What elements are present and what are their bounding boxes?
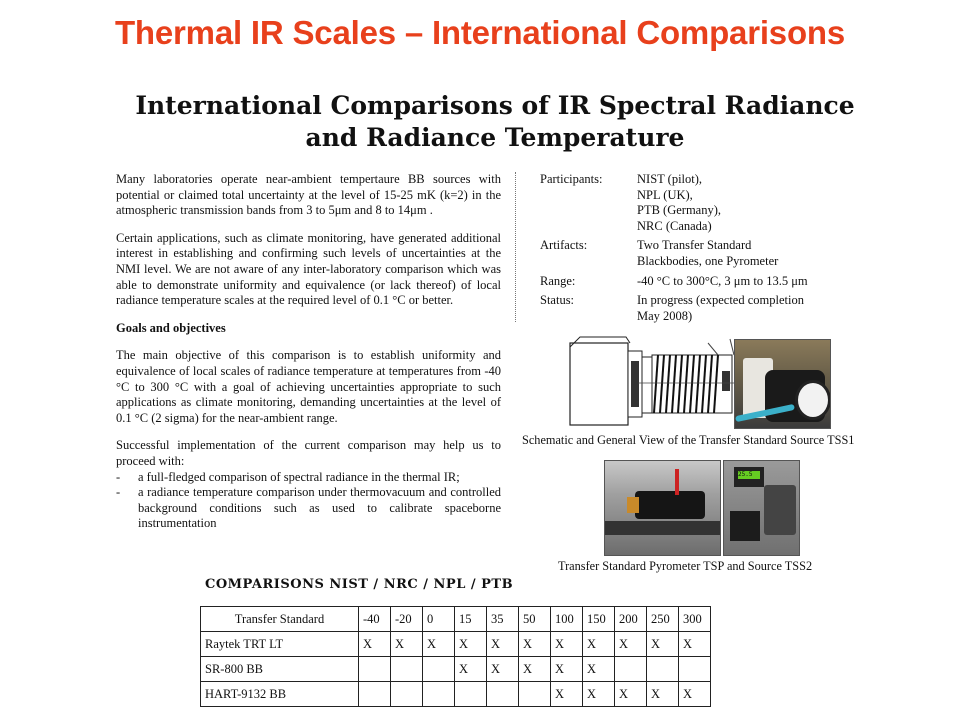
photo-meter: [730, 511, 760, 541]
participants-value: [637, 172, 870, 234]
coverage-cell: [519, 682, 551, 707]
tss1-schematic-drawing: [568, 333, 738, 429]
standard-name-cell: HART-9132 BB: [201, 682, 359, 707]
coverage-cell: X: [423, 632, 455, 657]
next-steps-list: [116, 470, 501, 532]
document-title: [100, 90, 890, 154]
coverage-cell: [423, 657, 455, 682]
status-label: Status:: [540, 293, 575, 308]
coverage-cell: X: [551, 682, 583, 707]
range-value: [637, 274, 870, 290]
status-row: [540, 293, 870, 324]
range-row: [540, 274, 870, 290]
coverage-cell: X: [519, 632, 551, 657]
document-title-line-2: and Radiance Temperature: [305, 123, 685, 152]
artifact-line: Two Transfer Standard: [637, 238, 752, 253]
description-column: [116, 172, 501, 532]
photo-pyrometer-body: [635, 491, 705, 519]
coverage-cell: X: [679, 682, 711, 707]
tsp-photo: [604, 460, 721, 556]
intro-paragraph: Many laboratories operate near-ambient tempertaure BB sources with potential or claimed total uncertainty at the level of 15-25 mK (k=2) in the atmospheric transmission bands from 3 to 5μm and 8 to 14μm .: [116, 172, 501, 218]
coverage-cell: X: [583, 657, 615, 682]
photo-lens: [627, 497, 639, 513]
tss1-photo: [734, 339, 831, 429]
temperature-header-cell: 35: [487, 607, 519, 632]
participant: NPL (UK),: [637, 187, 693, 202]
slide-title: Thermal IR Scales – International Comparisons: [114, 14, 846, 51]
coverage-cell: X: [391, 632, 423, 657]
coverage-cell: X: [551, 632, 583, 657]
list-item-text: a radiance temperature comparison under thermovacuum and controlled background conditions such as used to calibrate spaceborne instrumentation: [138, 485, 501, 531]
coverage-cell: [647, 657, 679, 682]
table-header-row: [201, 607, 711, 632]
temperature-header-cell: 50: [519, 607, 551, 632]
temperature-header-cell: 250: [647, 607, 679, 632]
photo-display: 25.5: [738, 471, 760, 479]
header-cell-label: Transfer Standard: [201, 607, 359, 632]
status-line: May 2008): [637, 308, 693, 323]
participant: PTB (Germany),: [637, 203, 722, 218]
list-item: [116, 485, 501, 532]
coverage-cell: X: [679, 632, 711, 657]
artifact-line: Blackbodies, one Pyrometer: [637, 253, 779, 268]
comparison-info: [540, 172, 870, 328]
status-value: [637, 293, 870, 324]
standard-name-cell: Raytek TRT LT: [201, 632, 359, 657]
coverage-cell: X: [487, 632, 519, 657]
coverage-cell: [455, 682, 487, 707]
column-divider: [515, 172, 516, 322]
participant: NIST (pilot),: [637, 172, 703, 186]
coverage-cell: X: [615, 682, 647, 707]
coverage-cell: X: [647, 632, 679, 657]
participants-row: [540, 172, 870, 234]
coverage-cell: X: [455, 632, 487, 657]
coverage-cell: [679, 657, 711, 682]
coverage-cell: [615, 657, 647, 682]
photo-rail: [605, 521, 720, 535]
bullet-dash: -: [116, 469, 121, 484]
tss1-caption: Schematic and General View of the Transfer Standard Source TSS1: [522, 433, 855, 447]
coverage-cell: [391, 682, 423, 707]
temperature-header-cell: 15: [455, 607, 487, 632]
temperature-header-cell: 0: [423, 607, 455, 632]
status-line: In progress (expected completion: [637, 293, 804, 308]
artifacts-label: Artifacts:: [540, 238, 588, 253]
range-label: Range:: [540, 273, 576, 288]
applications-paragraph: Certain applications, such as climate monitoring, have generated additional interest in establishing and confirming such levels of uncertainties at the NMI level. We are not aware of any inter-laboratory comparison which was able to demonstrate uniformity and equivalence (or lack thereof) of local radiance temperature scales at the required level of 0.1 °C or better.: [116, 230, 501, 308]
coverage-cell: X: [647, 682, 679, 707]
comparison-table-title: COMPARISONS NIST / NRC / NPL / PTB: [205, 577, 514, 592]
coverage-cell: [487, 682, 519, 707]
coverage-cell: X: [487, 657, 519, 682]
coverage-cell: X: [551, 657, 583, 682]
table-row: [201, 632, 711, 657]
coverage-cell: X: [519, 657, 551, 682]
standard-name-cell: SR-800 BB: [201, 657, 359, 682]
coverage-cell: X: [615, 632, 647, 657]
temperature-header-cell: 150: [583, 607, 615, 632]
temperature-header-cell: 200: [615, 607, 647, 632]
artifacts-value: [637, 238, 870, 269]
tss1-figure: [520, 333, 900, 433]
goals-heading: Goals and objectives: [116, 320, 226, 335]
participants-label: Participants:: [540, 172, 603, 186]
table-row: [201, 682, 711, 707]
temperature-header-cell: -40: [359, 607, 391, 632]
implementation-paragraph: Successful implementation of the current comparison may help us to proceed with:: [116, 438, 501, 468]
coverage-cell: [359, 657, 391, 682]
table-row: [201, 657, 711, 682]
tss2-photo: [723, 460, 800, 556]
photo-source-box: [764, 485, 796, 535]
coverage-cell: X: [583, 682, 615, 707]
photo-cable: [675, 469, 679, 495]
temperature-header-cell: 300: [679, 607, 711, 632]
artifacts-row: [540, 238, 870, 269]
participant: NRC (Canada): [637, 218, 712, 233]
list-item: [116, 470, 501, 486]
coverage-cell: X: [455, 657, 487, 682]
bullet-dash: -: [116, 485, 121, 500]
list-item-text: a full-fledged comparison of spectral radiance in the thermal IR;: [138, 469, 460, 484]
coverage-cell: X: [583, 632, 615, 657]
coverage-cell: [359, 682, 391, 707]
coverage-cell: X: [359, 632, 391, 657]
photo-aperture: [795, 380, 831, 420]
coverage-cell: [391, 657, 423, 682]
temperature-header-cell: -20: [391, 607, 423, 632]
coverage-cell: [423, 682, 455, 707]
comparison-table: [200, 606, 711, 707]
range-text: -40 °C to 300°C, 3 μm to 13.5 μm: [637, 273, 808, 288]
document-title-line-1: International Comparisons of IR Spectral Radiance: [135, 91, 855, 120]
objective-paragraph: The main objective of this comparison is to establish uniformity and equivalence of local scales of radiance temperature at temperatures from -40 °C to 300 °C with a goal of achieving uncertainties appropriate to such applications as climate monitoring, demanding uncertainties at the level of 0.1 °C (2 sigma) for the near-ambient range.: [116, 348, 501, 425]
tss2-caption: Transfer Standard Pyrometer TSP and Source TSS2: [558, 559, 813, 573]
temperature-header-cell: 100: [551, 607, 583, 632]
